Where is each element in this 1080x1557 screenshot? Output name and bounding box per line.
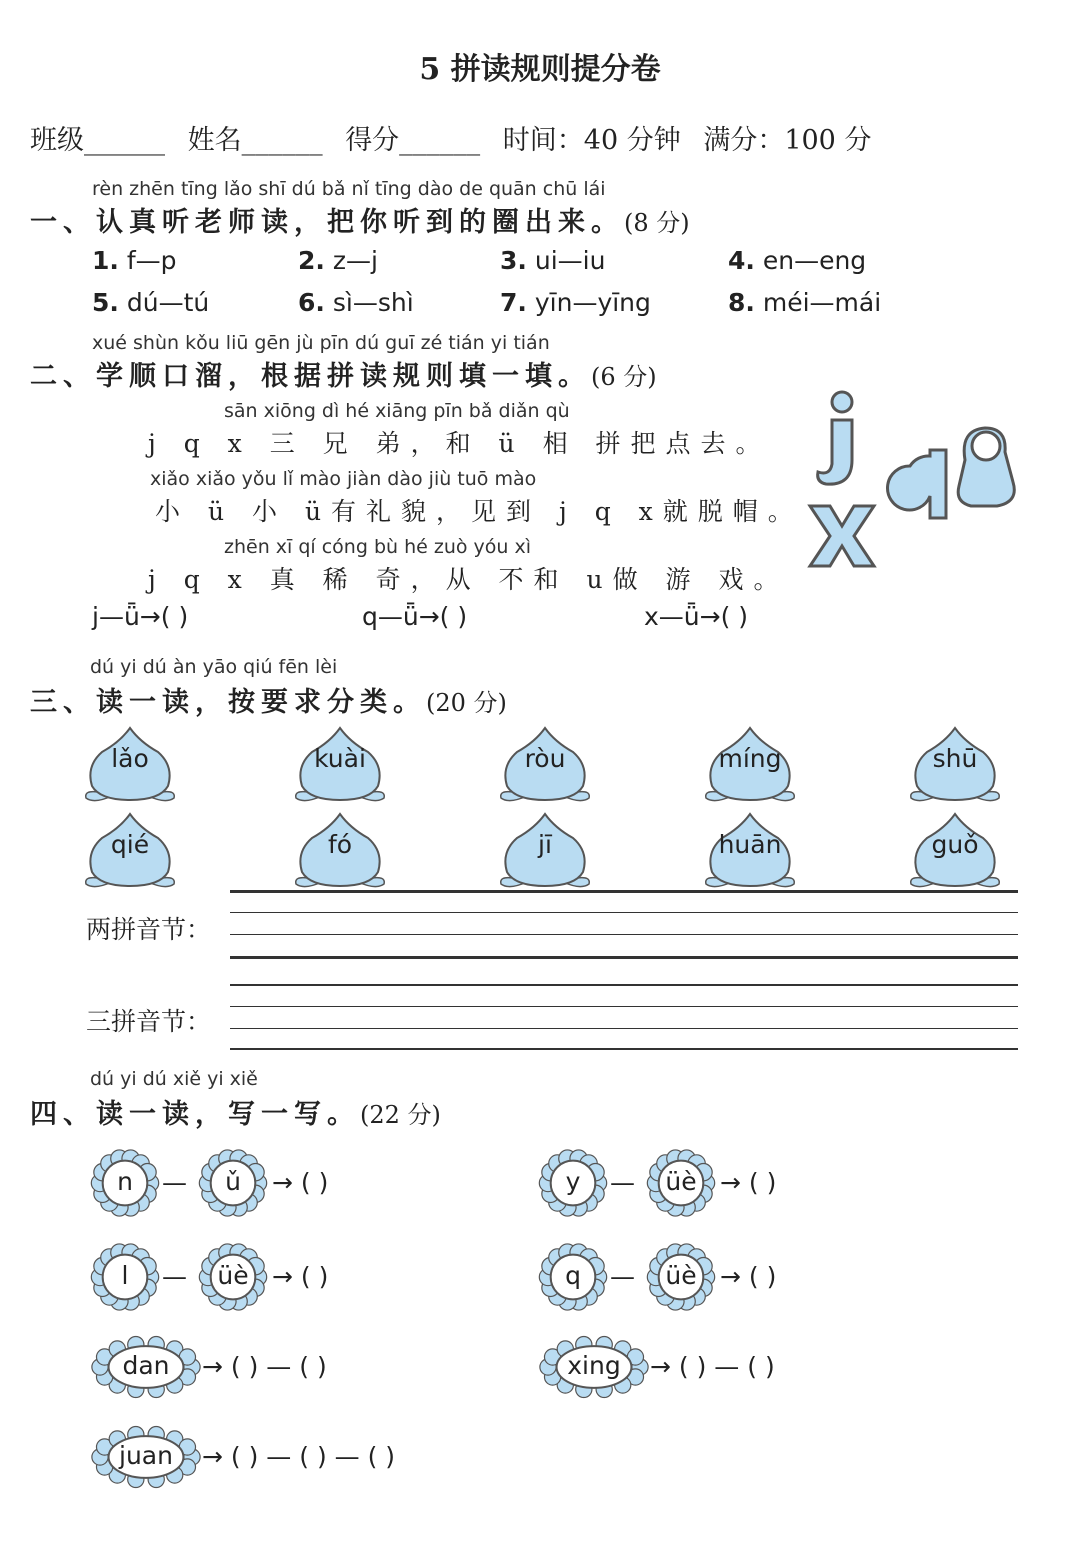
peach-syllable-card	[290, 722, 390, 812]
answer-line[interactable]	[230, 890, 1018, 893]
poem-pinyin: zhēn xī qí cóng bù hé zuò yóu xì	[224, 536, 532, 558]
dash: —	[610, 1168, 635, 1197]
answer-blank[interactable]: → ( )	[272, 1168, 329, 1197]
peach-label: fó	[327, 830, 353, 859]
flower-label: üè	[217, 1261, 249, 1290]
poem-line: j q x 真 稀 奇，从 不和 u做 游 戏。	[148, 565, 789, 594]
flower-label: üè	[665, 1261, 697, 1290]
answer-blank[interactable]: → ( )	[720, 1168, 777, 1197]
peach-syllable-card	[495, 808, 595, 898]
poem-pinyin: xiǎo xiǎo yǒu lǐ mào jiàn dào jiù tuō mào	[150, 468, 537, 490]
time-label: 时间：40 分钟	[502, 125, 681, 156]
peach-syllable-card	[495, 722, 595, 812]
section4-pinyin: dú yi dú xiě yi xiě	[90, 1068, 258, 1090]
peach-label: lǎo	[111, 744, 149, 773]
peach-label: jī	[538, 830, 552, 859]
flower-label: üè	[665, 1167, 697, 1196]
peach-label: shū	[932, 744, 978, 773]
choice-item[interactable]: 7. yīn—yīng	[500, 288, 651, 317]
choice-item[interactable]: 1. f—p	[92, 246, 177, 275]
initial-flower	[538, 1242, 608, 1312]
answer-line[interactable]	[230, 1028, 1018, 1029]
syllable-flower	[90, 1334, 202, 1400]
peach-label: guǒ	[931, 830, 979, 859]
section4-points: (22 分)	[360, 1101, 441, 1129]
page-title: 5 拼读规则提分卷	[419, 52, 661, 87]
dash: —	[162, 1262, 187, 1291]
peach-label: kuài	[314, 744, 366, 773]
section1-points: (8 分)	[624, 209, 690, 237]
answer-blank[interactable]: → ( )	[720, 1262, 777, 1291]
flower-label: n	[117, 1167, 133, 1196]
flower-label: l	[121, 1261, 129, 1290]
answer-line[interactable]	[230, 934, 1018, 935]
peach-syllable-card	[700, 722, 800, 812]
section2-heading	[30, 354, 657, 393]
initial-flower	[538, 1148, 608, 1218]
peach-label: míng	[718, 744, 782, 773]
syllable-flower	[90, 1424, 202, 1490]
choice-item[interactable]: 2. z—j	[298, 246, 378, 275]
section4-heading	[30, 1092, 441, 1131]
answer-blank[interactable]: → ( )	[272, 1262, 329, 1291]
peach-syllable-card	[290, 808, 390, 898]
section1-heading	[30, 200, 690, 239]
flower-label: juan	[119, 1441, 173, 1470]
section3-title: 三、读一读，按要求分类。	[30, 687, 426, 718]
peach-label: ròu	[524, 744, 566, 773]
section3-points: (20 分)	[426, 689, 507, 717]
answer-line[interactable]	[230, 984, 1018, 986]
section4-title: 四、读一读，写一写。	[30, 1099, 360, 1130]
jqx-cartoon-illustration	[800, 388, 1040, 578]
peach-syllable-card	[700, 808, 800, 898]
section3-pinyin: dú yi dú àn yāo qiú fēn lèi	[90, 656, 338, 678]
choice-item[interactable]: 6. sì—shì	[298, 288, 414, 317]
final-flower	[198, 1148, 268, 1218]
dash: —	[610, 1262, 635, 1291]
choice-item[interactable]: 3. ui—iu	[500, 246, 606, 275]
peach-syllable-card	[80, 808, 180, 898]
section2-title: 二、学顺口溜，根据拼读规则填一填。	[30, 361, 591, 392]
name-field[interactable]: 姓名______	[187, 125, 323, 156]
answer-line[interactable]	[230, 1006, 1018, 1007]
answer-line[interactable]	[230, 1048, 1018, 1050]
two-syllable-label: 两拼音节：	[86, 915, 212, 944]
class-field[interactable]: 班级______	[30, 125, 165, 156]
initial-flower	[90, 1242, 160, 1312]
section1-pinyin: rèn zhēn tīng lǎo shī dú bǎ nǐ tīng dào de quān chū lái	[92, 178, 606, 200]
final-flower	[198, 1242, 268, 1312]
fill-blank[interactable]: j—ǖ→( )	[92, 602, 189, 631]
peach-label: huān	[718, 830, 782, 859]
answer-blank[interactable]: → ( ) — ( ) — ( )	[202, 1442, 396, 1471]
section3-heading	[30, 680, 507, 719]
final-flower	[646, 1148, 716, 1218]
flower-label: q	[565, 1261, 581, 1290]
peach-syllable-card	[905, 722, 1005, 812]
fill-blank[interactable]: x—ǖ→( )	[644, 602, 749, 631]
student-info-row	[30, 118, 885, 157]
section2-pinyin: xué shùn kǒu liū gēn jù pīn dú guī zé tián yi tián	[92, 332, 550, 354]
section2-points: (6 分)	[591, 363, 657, 391]
flower-label: dan	[122, 1351, 170, 1380]
answer-blank[interactable]: → ( ) — ( )	[650, 1352, 775, 1381]
poem-line: j q x 三 兄 弟，和 ü 相 拼把点去。	[148, 429, 771, 458]
choice-item[interactable]: 8. méi—mái	[728, 288, 882, 317]
syllable-flower	[538, 1334, 650, 1400]
fill-blank[interactable]: q—ǖ→( )	[362, 602, 468, 631]
flower-label: y	[565, 1167, 581, 1196]
answer-blank[interactable]: → ( ) — ( )	[202, 1352, 327, 1381]
peach-syllable-card	[80, 722, 180, 812]
initial-flower	[90, 1148, 160, 1218]
three-syllable-label: 三拼音节：	[86, 1007, 212, 1036]
peach-syllable-card	[905, 808, 1005, 898]
score-field[interactable]: 得分______	[345, 125, 481, 156]
full-score-label: 满分：100 分	[703, 125, 872, 156]
choice-item[interactable]: 4. en—eng	[728, 246, 867, 275]
section1-title: 一、认真听老师读，把你听到的圈出来。	[30, 207, 624, 238]
dash: —	[162, 1168, 187, 1197]
answer-line[interactable]	[230, 912, 1018, 913]
choice-item[interactable]: 5. dú—tú	[92, 288, 210, 317]
poem-pinyin: sān xiōng dì hé xiāng pīn bǎ diǎn qù	[224, 400, 570, 422]
flower-label: ǔ	[225, 1167, 241, 1196]
answer-line[interactable]	[230, 956, 1018, 959]
flower-label: xing	[567, 1351, 621, 1380]
peach-label: qié	[110, 830, 150, 859]
final-flower	[646, 1242, 716, 1312]
poem-line: 小 ü 小 ü有礼貌，见到 j q x就脱帽。	[155, 497, 803, 526]
